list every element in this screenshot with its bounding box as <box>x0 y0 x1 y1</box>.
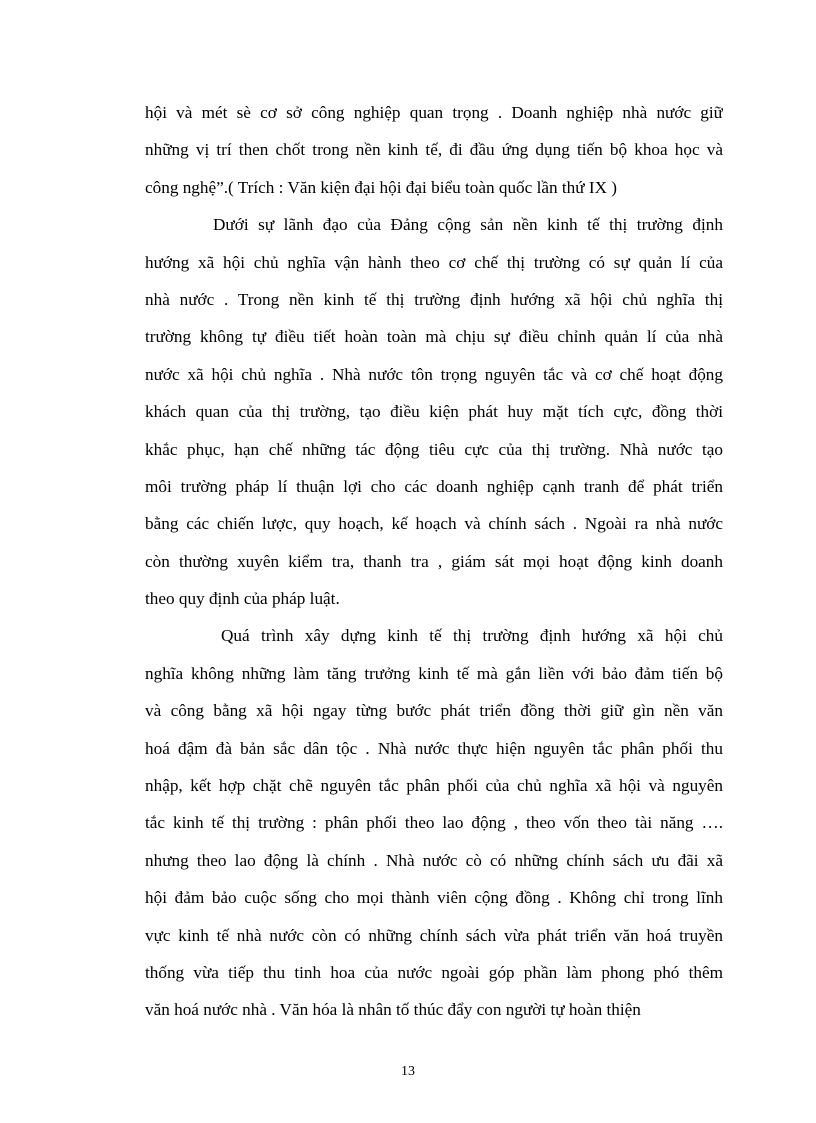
text-line: những vị trí then chốt trong nền kinh tế, đi đầu ứng dụng tiến bộ khoa học và <box>145 140 723 160</box>
text-line: thống vừa tiếp thu tinh hoa của nước ngoài góp phần làm phong phó thêm <box>145 962 723 982</box>
text-line: hội đảm bảo cuộc sống cho mọi thành viên cộng đồng . Không chỉ trong lĩnh <box>145 888 723 908</box>
text-line: Quá trình xây dựng kinh tế thị trường định hướng xã hội chủ <box>221 626 723 646</box>
page-number: 13 <box>401 1064 415 1079</box>
paragraph-market-economy <box>145 617 723 1028</box>
text-line: còn thường xuyên kiểm tra, thanh tra , giám sát mọi hoạt động kinh doanh <box>145 551 723 571</box>
text-line: theo quy định của pháp luật. <box>145 589 340 609</box>
text-line: hội và mét sè cơ sở công nghiệp quan trọng . Doanh nghiệp nhà nước giữ <box>145 103 723 122</box>
body-text <box>145 94 723 1029</box>
text-line: văn hoá nước nhà . Văn hóa là nhân tố thúc đẩy con người tự hoàn thiện <box>145 1000 641 1020</box>
paragraph-state-leadership <box>145 206 723 617</box>
text-line: và công bằng xã hội ngay từng bước phát triển đồng thời giữ gìn nền văn <box>145 701 723 721</box>
text-line: môi trường pháp lí thuận lợi cho các doanh nghiệp cạnh tranh để phát triển <box>145 476 723 496</box>
text-line: hoá đậm đà bản sắc dân tộc . Nhà nước thực hiện nguyên tắc phân phối thu <box>145 738 723 758</box>
text-line: khắc phục, hạn chế những tác động tiêu cực của thị trường. Nhà nước tạo <box>145 439 723 459</box>
text-line: nghĩa không những làm tăng trưởng kinh tế mà gắn liền với bảo đảm tiến bộ <box>145 663 723 683</box>
text-line: Dưới sự lãnh đạo của Đảng cộng sản nền kinh tế thị trường định <box>213 215 723 235</box>
text-line: nhưng theo lao động là chính . Nhà nước cò có những chính sách ưu đãi xã <box>145 850 723 870</box>
text-line: vực kinh tế nhà nước còn có những chính sách vừa phát triển văn hoá truyền <box>145 925 723 945</box>
paragraph-quote-continuation <box>145 94 723 206</box>
text-line: hướng xã hội chủ nghĩa vận hành theo cơ chế thị trường có sự quản lí của <box>145 252 723 272</box>
text-line: nhập, kết hợp chặt chẽ nguyên tắc phân phối của chủ nghĩa xã hội và nguyên <box>145 776 723 796</box>
text-line: nước xã hội chủ nghĩa . Nhà nước tôn trọng nguyên tắc và cơ chế hoạt động <box>145 364 723 384</box>
text-line: trường không tự điều tiết hoàn toàn mà chịu sự điều chỉnh quản lí của nhà <box>145 327 723 347</box>
text-line: công nghệ”.( Trích : Văn kiện đại hội đại biểu toàn quốc lần thứ IX ) <box>145 177 618 197</box>
text-line: tắc kinh tế thị trường : phân phối theo lao động , theo vốn theo tài năng …. <box>145 813 723 833</box>
text-line: bằng các chiến lược, quy hoạch, kế hoạch và chính sách . Ngoài ra nhà nước <box>145 514 723 534</box>
text-line: khách quan của thị trường, tạo điều kiện phát huy mặt tích cực, đồng thời <box>145 402 723 422</box>
text-line: nhà nước . Trong nền kinh tế thị trường định hướng xã hội chủ nghĩa thị <box>145 289 723 309</box>
